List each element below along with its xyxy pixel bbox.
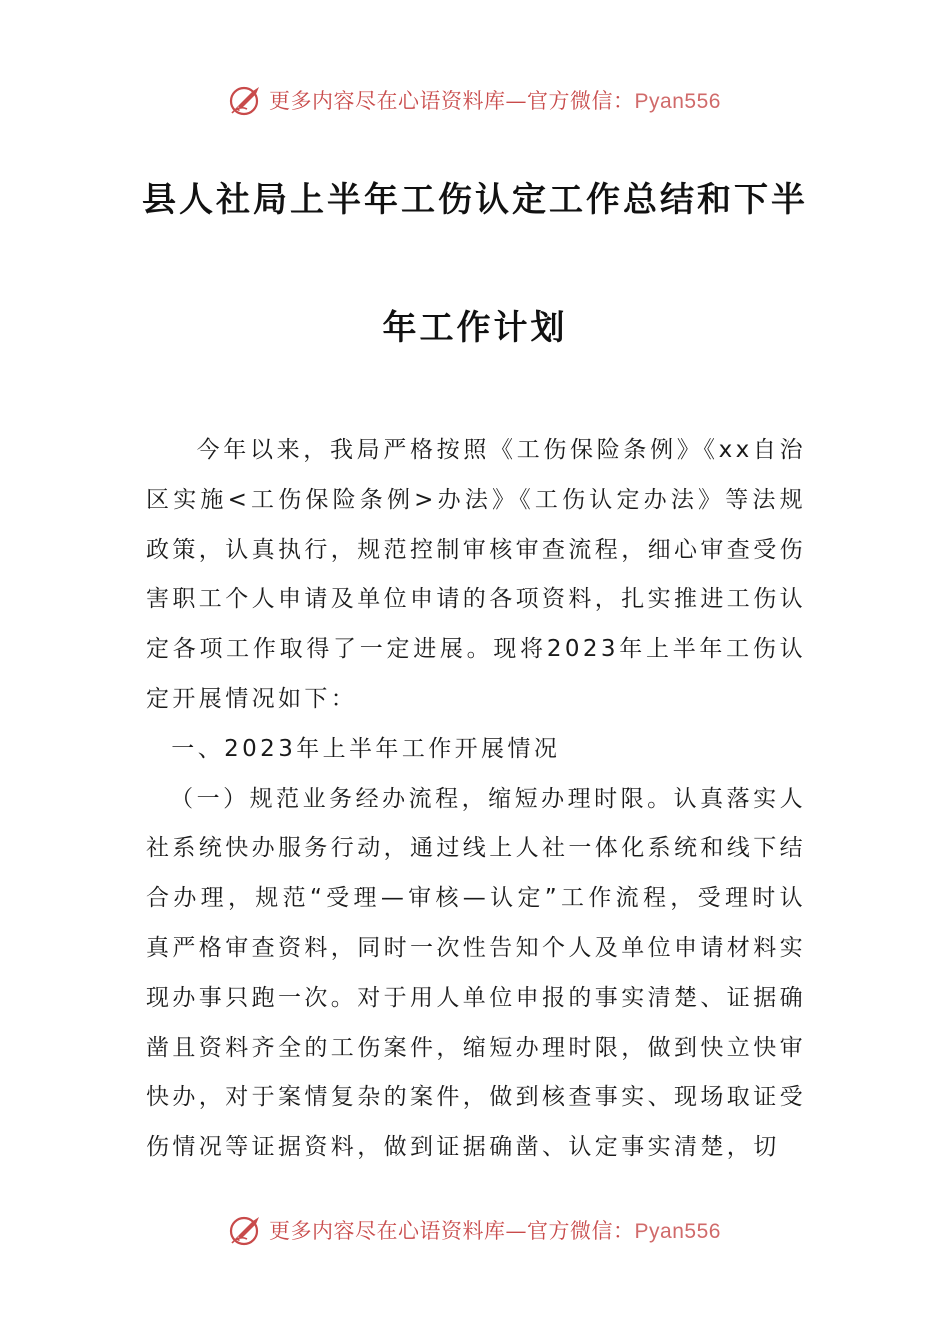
watermark-wechat-id: Pyan556 [634,90,721,113]
intro-paragraph: 今年以来，我局严格按照《工伤保险条例》《xx自治区实施<工伤保险条例>办法》《工伤认定办法》等法规政策，认真执行，规范控制审核审查流程，细心审查受伤害职工个人申请及单位申请的各项资料，扎实推进工伤认定各项工作取得了一定进展。现将2023年上半年工伤认定开展情况如下： [146,437,806,712]
document-title-line-1: 县人社局上半年工伤认定工作总结和下半 [142,180,808,220]
watermark-separator: — [505,89,528,113]
watermark-banner-bottom [0,1208,950,1252]
watermark-wechat-id: Pyan556 [634,1220,721,1243]
watermark-text [269,1215,721,1245]
section-heading-1: 一、2023年上半年工作开展情况 [171,735,561,762]
watermark-suffix: 官方微信： [527,89,635,113]
watermark-banner-top [0,78,950,122]
document-body [146,426,806,1173]
subsection-paragraph-1: （一）规范业务经办流程，缩短办理时限。认真落实人社系统快办服务行动，通过线上人社一体化系统和线下结合办理，规范“受理—审核—认定”工作流程，受理时认真严格审查资料，同时一次性告知个人及单位申请材料实现办事只跑一次。对于用人单位申报的事实清楚、证据确凿且资料齐全的工伤案件，缩短办理时限，做到快立快审快办，对于案情复杂的案件，做到核查事实、现场取证受伤情况等证据资料，做到证据确凿、认定事实清楚，切 [146,785,806,1161]
watermark-prefix: 更多内容尽在心语资料库 [269,1219,506,1243]
watermark-suffix: 官方微信： [527,1219,635,1243]
pen-logo-icon [229,1213,263,1247]
watermark-text [269,85,721,115]
watermark-separator: — [505,1219,528,1243]
watermark-prefix: 更多内容尽在心语资料库 [269,89,506,113]
document-title-line-2: 年工作计划 [382,308,568,348]
pen-logo-icon [229,83,263,117]
